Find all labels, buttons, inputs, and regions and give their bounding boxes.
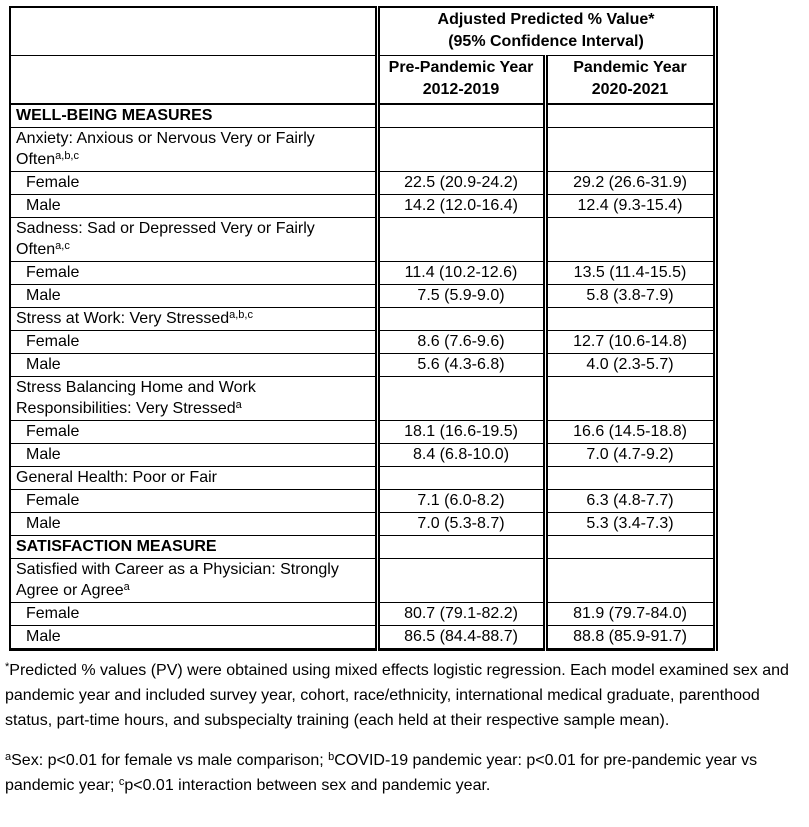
footnote-model-text: Predicted % values (PV) were obtained using mixed effects logistic regression. Each model examined sex and pandemic year and included survey year, cohort, race/ethnicity, international medical graduate, parenthood status, part-time hours, and subspecialty training (each held at their respective sample mean). (5, 662, 789, 729)
pre-pandemic-value (377, 308, 545, 331)
pandemic-value: 12.4 (9.3-15.4) (545, 195, 715, 218)
footnote-significance-text: Sex: p<0.01 for female vs male comparison; (11, 752, 329, 769)
pre-pandemic-value: 7.5 (5.9-9.0) (377, 285, 545, 308)
pandemic-value: 4.0 (2.3-5.7) (545, 354, 715, 377)
pre-pandemic-value (377, 536, 545, 559)
row-label: Male (10, 626, 377, 650)
column-header-label: Pre-Pandemic Year (388, 59, 534, 76)
data-row (10, 172, 715, 195)
pandemic-value: 5.3 (3.4-7.3) (545, 513, 715, 536)
pre-pandemic-value: 5.6 (4.3-6.8) (377, 354, 545, 377)
footnote-significance (5, 748, 803, 798)
measure-label (10, 559, 377, 603)
row-label: Male (10, 285, 377, 308)
pandemic-value (545, 536, 715, 559)
measure-label (10, 467, 377, 490)
data-row (10, 331, 715, 354)
data-row (10, 354, 715, 377)
footnote-marker: b (328, 751, 335, 763)
pre-pandemic-column-header (377, 56, 545, 105)
label-line: Anxiety: Anxious or Nervous Very or Fairly (16, 130, 315, 147)
pandemic-value (545, 128, 715, 172)
footnote-marker: c (118, 776, 125, 788)
measure-row (10, 467, 715, 490)
pandemic-value: 88.8 (85.9-91.7) (545, 626, 715, 650)
measure-label (10, 308, 377, 331)
footnote-significance-text: p<0.01 interaction between sex and pandemic year. (124, 777, 491, 794)
label-line: Stress at Work: Very Stressed (16, 310, 230, 327)
section-header-row (10, 104, 715, 128)
row-label: Male (10, 513, 377, 536)
row-label: Female (10, 603, 377, 626)
pandemic-value: 12.7 (10.6-14.8) (545, 331, 715, 354)
group-header-row (10, 7, 715, 56)
data-row (10, 421, 715, 444)
pre-pandemic-value: 7.0 (5.3-8.7) (377, 513, 545, 536)
header-stub-cell (10, 56, 377, 105)
data-row (10, 513, 715, 536)
footnote-model (5, 658, 803, 733)
row-label: Male (10, 195, 377, 218)
pre-pandemic-value (377, 218, 545, 262)
pandemic-value: 6.3 (4.8-7.7) (545, 490, 715, 513)
pre-pandemic-value (377, 104, 545, 128)
pandemic-value: 13.5 (11.4-15.5) (545, 262, 715, 285)
pre-pandemic-value (377, 559, 545, 603)
group-subtitle: (95% Confidence Interval) (448, 33, 644, 50)
pandemic-value: 7.0 (4.7-9.2) (545, 444, 715, 467)
row-label: Female (10, 331, 377, 354)
asterisk-footnote-marker: * (5, 661, 10, 673)
measure-row (10, 128, 715, 172)
pandemic-value: 5.8 (3.8-7.9) (545, 285, 715, 308)
data-row (10, 490, 715, 513)
pandemic-column-header (545, 56, 715, 105)
pre-pandemic-value: 86.5 (84.4-88.7) (377, 626, 545, 650)
pre-pandemic-value: 22.5 (20.9-24.2) (377, 172, 545, 195)
label-line: Sadness: Sad or Depressed Very or Fairly (16, 220, 315, 237)
footnote-marker: a (123, 581, 130, 593)
footnote-marker: a,b,c (55, 150, 79, 162)
data-row (10, 285, 715, 308)
footnote-marker: a,b,c (229, 309, 253, 321)
label-line: WELL-BEING MEASURES (16, 107, 213, 124)
section-label (10, 536, 377, 559)
pre-pandemic-value (377, 128, 545, 172)
label-line: General Health: Poor or Fair (16, 469, 217, 486)
pre-pandemic-value: 8.6 (7.6-9.6) (377, 331, 545, 354)
pre-pandemic-value: 80.7 (79.1-82.2) (377, 603, 545, 626)
pandemic-value (545, 559, 715, 603)
measure-label (10, 128, 377, 172)
pandemic-value (545, 308, 715, 331)
pre-pandemic-value: 18.1 (16.6-19.5) (377, 421, 545, 444)
row-label: Male (10, 354, 377, 377)
measure-row (10, 377, 715, 421)
row-label: Male (10, 444, 377, 467)
group-title: Adjusted Predicted % Value* (437, 11, 655, 28)
column-group-header (377, 7, 715, 56)
label-line: Satisfied with Career as a Physician: Strongly (16, 561, 339, 578)
footnote-marker: a (235, 399, 242, 411)
label-line: Responsibilities: Very Stressed (16, 400, 236, 417)
pandemic-value (545, 104, 715, 128)
pre-pandemic-value: 11.4 (10.2-12.6) (377, 262, 545, 285)
label-line: Agree or Agree (16, 582, 124, 599)
pandemic-value: 16.6 (14.5-18.8) (545, 421, 715, 444)
row-label: Female (10, 262, 377, 285)
row-label: Female (10, 172, 377, 195)
measure-row (10, 218, 715, 262)
data-row (10, 262, 715, 285)
label-line: Often (16, 151, 56, 168)
header-stub-cell (10, 7, 377, 56)
pre-pandemic-value: 14.2 (12.0-16.4) (377, 195, 545, 218)
pre-pandemic-value: 7.1 (6.0-8.2) (377, 490, 545, 513)
measure-row (10, 308, 715, 331)
row-label: Female (10, 421, 377, 444)
pre-pandemic-value (377, 377, 545, 421)
pre-pandemic-value: 8.4 (6.8-10.0) (377, 444, 545, 467)
column-header-years: 2012-2019 (422, 81, 500, 98)
pandemic-value: 81.9 (79.7-84.0) (545, 603, 715, 626)
data-row (10, 603, 715, 626)
column-header-label: Pandemic Year (573, 59, 687, 76)
footnote-significance-text: COVID-19 pandemic year: p<0.01 for pre-pandemic year vs pandemic year; (5, 752, 758, 794)
section-label (10, 104, 377, 128)
pandemic-value (545, 467, 715, 490)
column-header-years: 2020-2021 (591, 81, 669, 98)
footnote-marker: a,c (55, 240, 70, 252)
row-label: Female (10, 490, 377, 513)
label-line: SATISFACTION MEASURE (16, 538, 217, 555)
data-row (10, 195, 715, 218)
column-header-row (10, 56, 715, 105)
pandemic-value (545, 218, 715, 262)
results-table (9, 6, 718, 651)
label-line: Often (16, 241, 56, 258)
data-row (10, 444, 715, 467)
measure-row (10, 559, 715, 603)
pre-pandemic-value (377, 467, 545, 490)
measure-label (10, 377, 377, 421)
pandemic-value: 29.2 (26.6-31.9) (545, 172, 715, 195)
section-header-row (10, 536, 715, 559)
label-line: Stress Balancing Home and Work (16, 379, 256, 396)
pandemic-value (545, 377, 715, 421)
data-row (10, 626, 715, 650)
measure-label (10, 218, 377, 262)
footnote-marker: a (5, 751, 12, 763)
